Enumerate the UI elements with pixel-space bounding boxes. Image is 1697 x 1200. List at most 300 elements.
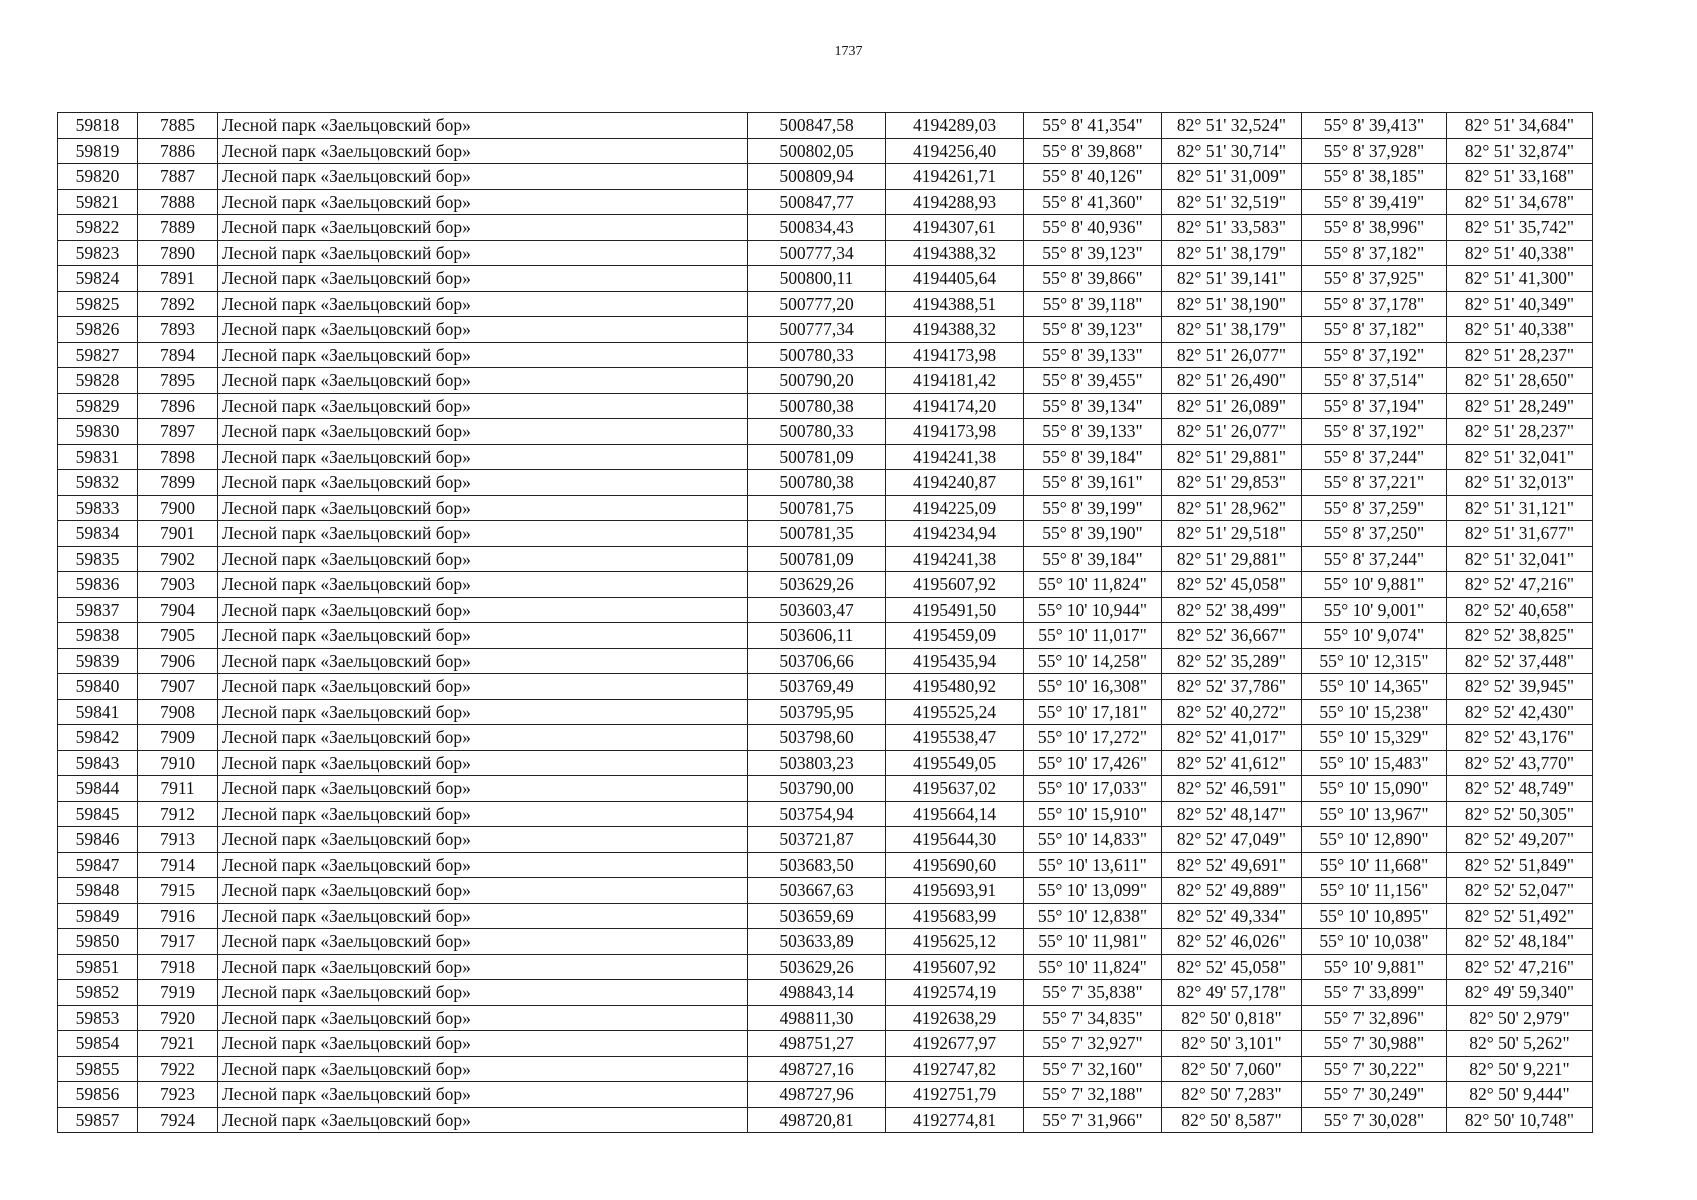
object-name-cell: Лесной парк «Заельцовский бор» xyxy=(218,1005,748,1031)
object-name-cell: Лесной парк «Заельцовский бор» xyxy=(218,215,748,241)
y-coordinate-cell: 4195607,92 xyxy=(886,572,1024,598)
latitude-cell: 55° 10' 15,910" xyxy=(1024,801,1162,827)
x-coordinate-cell: 500777,20 xyxy=(748,291,886,317)
x-coordinate-cell: 500809,94 xyxy=(748,164,886,190)
latitude-alt-cell: 55° 8' 37,259" xyxy=(1302,495,1447,521)
table-row xyxy=(58,215,1593,241)
record-number-cell: 59830 xyxy=(58,419,138,445)
record-number-cell: 59853 xyxy=(58,1005,138,1031)
longitude-cell: 82° 51' 26,077" xyxy=(1162,419,1302,445)
latitude-cell: 55° 10' 17,272" xyxy=(1024,725,1162,751)
y-coordinate-cell: 4194388,32 xyxy=(886,317,1024,343)
x-coordinate-cell: 503754,94 xyxy=(748,801,886,827)
longitude-alt-cell: 82° 52' 48,184" xyxy=(1447,929,1593,955)
latitude-cell: 55° 8' 39,190" xyxy=(1024,521,1162,547)
latitude-alt-cell: 55° 10' 12,890" xyxy=(1302,827,1447,853)
record-number-cell: 59834 xyxy=(58,521,138,547)
x-coordinate-cell: 498727,16 xyxy=(748,1056,886,1082)
longitude-cell: 82° 51' 26,490" xyxy=(1162,368,1302,394)
object-name-cell: Лесной парк «Заельцовский бор» xyxy=(218,444,748,470)
table-row xyxy=(58,291,1593,317)
record-number-cell: 59851 xyxy=(58,954,138,980)
x-coordinate-cell: 498727,96 xyxy=(748,1082,886,1108)
table-row xyxy=(58,750,1593,776)
latitude-cell: 55° 10' 16,308" xyxy=(1024,674,1162,700)
y-coordinate-cell: 4194225,09 xyxy=(886,495,1024,521)
object-name-cell: Лесной парк «Заельцовский бор» xyxy=(218,903,748,929)
table-row xyxy=(58,674,1593,700)
y-coordinate-cell: 4192638,29 xyxy=(886,1005,1024,1031)
table-row xyxy=(58,189,1593,215)
point-number-cell: 7892 xyxy=(138,291,218,317)
latitude-cell: 55° 7' 31,966" xyxy=(1024,1107,1162,1133)
point-number-cell: 7905 xyxy=(138,623,218,649)
longitude-alt-cell: 82° 52' 42,430" xyxy=(1447,699,1593,725)
longitude-alt-cell: 82° 52' 51,492" xyxy=(1447,903,1593,929)
table-row xyxy=(58,648,1593,674)
point-number-cell: 7901 xyxy=(138,521,218,547)
table-row xyxy=(58,801,1593,827)
longitude-cell: 82° 52' 47,049" xyxy=(1162,827,1302,853)
latitude-alt-cell: 55° 7' 30,222" xyxy=(1302,1056,1447,1082)
x-coordinate-cell: 500781,09 xyxy=(748,546,886,572)
longitude-cell: 82° 51' 29,881" xyxy=(1162,546,1302,572)
point-number-cell: 7885 xyxy=(138,113,218,139)
latitude-alt-cell: 55° 7' 33,899" xyxy=(1302,980,1447,1006)
longitude-cell: 82° 52' 49,691" xyxy=(1162,852,1302,878)
object-name-cell: Лесной парк «Заельцовский бор» xyxy=(218,623,748,649)
record-number-cell: 59836 xyxy=(58,572,138,598)
y-coordinate-cell: 4195480,92 xyxy=(886,674,1024,700)
longitude-cell: 82° 52' 46,026" xyxy=(1162,929,1302,955)
record-number-cell: 59824 xyxy=(58,266,138,292)
object-name-cell: Лесной парк «Заельцовский бор» xyxy=(218,546,748,572)
table-row xyxy=(58,903,1593,929)
latitude-alt-cell: 55° 7' 32,896" xyxy=(1302,1005,1447,1031)
longitude-cell: 82° 50' 7,060" xyxy=(1162,1056,1302,1082)
object-name-cell: Лесной парк «Заельцовский бор» xyxy=(218,1031,748,1057)
longitude-alt-cell: 82° 51' 34,678" xyxy=(1447,189,1593,215)
y-coordinate-cell: 4195644,30 xyxy=(886,827,1024,853)
y-coordinate-cell: 4195637,02 xyxy=(886,776,1024,802)
longitude-cell: 82° 52' 45,058" xyxy=(1162,954,1302,980)
longitude-alt-cell: 82° 50' 5,262" xyxy=(1447,1031,1593,1057)
x-coordinate-cell: 500780,38 xyxy=(748,393,886,419)
point-number-cell: 7912 xyxy=(138,801,218,827)
y-coordinate-cell: 4194173,98 xyxy=(886,342,1024,368)
x-coordinate-cell: 500780,33 xyxy=(748,419,886,445)
longitude-alt-cell: 82° 50' 2,979" xyxy=(1447,1005,1593,1031)
latitude-cell: 55° 7' 34,835" xyxy=(1024,1005,1162,1031)
x-coordinate-cell: 500777,34 xyxy=(748,317,886,343)
x-coordinate-cell: 503667,63 xyxy=(748,878,886,904)
latitude-alt-cell: 55° 8' 37,925" xyxy=(1302,266,1447,292)
x-coordinate-cell: 503790,00 xyxy=(748,776,886,802)
longitude-cell: 82° 51' 39,141" xyxy=(1162,266,1302,292)
object-name-cell: Лесной парк «Заельцовский бор» xyxy=(218,342,748,368)
x-coordinate-cell: 498720,81 xyxy=(748,1107,886,1133)
x-coordinate-cell: 500777,34 xyxy=(748,240,886,266)
point-number-cell: 7897 xyxy=(138,419,218,445)
longitude-cell: 82° 51' 29,881" xyxy=(1162,444,1302,470)
latitude-alt-cell: 55° 8' 37,194" xyxy=(1302,393,1447,419)
table-row xyxy=(58,495,1593,521)
longitude-cell: 82° 52' 46,591" xyxy=(1162,776,1302,802)
longitude-alt-cell: 82° 52' 40,658" xyxy=(1447,597,1593,623)
x-coordinate-cell: 503798,60 xyxy=(748,725,886,751)
longitude-cell: 82° 52' 40,272" xyxy=(1162,699,1302,725)
longitude-cell: 82° 50' 8,587" xyxy=(1162,1107,1302,1133)
record-number-cell: 59850 xyxy=(58,929,138,955)
latitude-cell: 55° 10' 10,944" xyxy=(1024,597,1162,623)
object-name-cell: Лесной парк «Заельцовский бор» xyxy=(218,521,748,547)
object-name-cell: Лесной парк «Заельцовский бор» xyxy=(218,368,748,394)
longitude-alt-cell: 82° 50' 9,221" xyxy=(1447,1056,1593,1082)
table-row xyxy=(58,699,1593,725)
x-coordinate-cell: 503603,47 xyxy=(748,597,886,623)
latitude-cell: 55° 8' 39,134" xyxy=(1024,393,1162,419)
record-number-cell: 59818 xyxy=(58,113,138,139)
record-number-cell: 59838 xyxy=(58,623,138,649)
longitude-alt-cell: 82° 51' 33,168" xyxy=(1447,164,1593,190)
longitude-alt-cell: 82° 50' 10,748" xyxy=(1447,1107,1593,1133)
object-name-cell: Лесной парк «Заельцовский бор» xyxy=(218,1082,748,1108)
y-coordinate-cell: 4195625,12 xyxy=(886,929,1024,955)
table-row xyxy=(58,138,1593,164)
record-number-cell: 59831 xyxy=(58,444,138,470)
latitude-cell: 55° 8' 39,133" xyxy=(1024,342,1162,368)
latitude-cell: 55° 8' 39,199" xyxy=(1024,495,1162,521)
x-coordinate-cell: 503706,66 xyxy=(748,648,886,674)
y-coordinate-cell: 4194388,51 xyxy=(886,291,1024,317)
latitude-alt-cell: 55° 8' 37,514" xyxy=(1302,368,1447,394)
latitude-cell: 55° 8' 39,133" xyxy=(1024,419,1162,445)
table-row xyxy=(58,368,1593,394)
latitude-alt-cell: 55° 10' 9,881" xyxy=(1302,572,1447,598)
table-row xyxy=(58,240,1593,266)
object-name-cell: Лесной парк «Заельцовский бор» xyxy=(218,495,748,521)
x-coordinate-cell: 503629,26 xyxy=(748,954,886,980)
table-row xyxy=(58,164,1593,190)
point-number-cell: 7918 xyxy=(138,954,218,980)
latitude-cell: 55° 8' 39,123" xyxy=(1024,317,1162,343)
y-coordinate-cell: 4194256,40 xyxy=(886,138,1024,164)
point-number-cell: 7894 xyxy=(138,342,218,368)
longitude-alt-cell: 82° 52' 48,749" xyxy=(1447,776,1593,802)
longitude-alt-cell: 82° 52' 38,825" xyxy=(1447,623,1593,649)
latitude-alt-cell: 55° 7' 30,028" xyxy=(1302,1107,1447,1133)
latitude-cell: 55° 10' 11,017" xyxy=(1024,623,1162,649)
table-row xyxy=(58,954,1593,980)
latitude-cell: 55° 10' 17,033" xyxy=(1024,776,1162,802)
table-row xyxy=(58,878,1593,904)
x-coordinate-cell: 500781,09 xyxy=(748,444,886,470)
record-number-cell: 59847 xyxy=(58,852,138,878)
x-coordinate-cell: 503633,89 xyxy=(748,929,886,955)
object-name-cell: Лесной парк «Заельцовский бор» xyxy=(218,419,748,445)
latitude-alt-cell: 55° 8' 37,182" xyxy=(1302,317,1447,343)
latitude-alt-cell: 55° 10' 15,483" xyxy=(1302,750,1447,776)
latitude-cell: 55° 10' 17,426" xyxy=(1024,750,1162,776)
y-coordinate-cell: 4195683,99 xyxy=(886,903,1024,929)
object-name-cell: Лесной парк «Заельцовский бор» xyxy=(218,674,748,700)
point-number-cell: 7900 xyxy=(138,495,218,521)
longitude-cell: 82° 51' 28,962" xyxy=(1162,495,1302,521)
point-number-cell: 7910 xyxy=(138,750,218,776)
longitude-alt-cell: 82° 51' 40,338" xyxy=(1447,317,1593,343)
record-number-cell: 59848 xyxy=(58,878,138,904)
x-coordinate-cell: 500800,11 xyxy=(748,266,886,292)
object-name-cell: Лесной парк «Заельцовский бор» xyxy=(218,648,748,674)
record-number-cell: 59846 xyxy=(58,827,138,853)
object-name-cell: Лесной парк «Заельцовский бор» xyxy=(218,470,748,496)
object-name-cell: Лесной парк «Заельцовский бор» xyxy=(218,138,748,164)
latitude-cell: 55° 8' 39,184" xyxy=(1024,546,1162,572)
longitude-cell: 82° 50' 3,101" xyxy=(1162,1031,1302,1057)
y-coordinate-cell: 4195693,91 xyxy=(886,878,1024,904)
object-name-cell: Лесной парк «Заельцовский бор» xyxy=(218,980,748,1006)
longitude-alt-cell: 82° 51' 32,041" xyxy=(1447,546,1593,572)
latitude-alt-cell: 55° 8' 39,413" xyxy=(1302,113,1447,139)
point-number-cell: 7903 xyxy=(138,572,218,598)
latitude-cell: 55° 7' 32,160" xyxy=(1024,1056,1162,1082)
y-coordinate-cell: 4195525,24 xyxy=(886,699,1024,725)
table-row xyxy=(58,980,1593,1006)
x-coordinate-cell: 500780,38 xyxy=(748,470,886,496)
record-number-cell: 59821 xyxy=(58,189,138,215)
point-number-cell: 7914 xyxy=(138,852,218,878)
table-row xyxy=(58,1107,1593,1133)
record-number-cell: 59841 xyxy=(58,699,138,725)
point-number-cell: 7907 xyxy=(138,674,218,700)
table-row xyxy=(58,317,1593,343)
latitude-cell: 55° 8' 39,455" xyxy=(1024,368,1162,394)
point-number-cell: 7909 xyxy=(138,725,218,751)
x-coordinate-cell: 503769,49 xyxy=(748,674,886,700)
y-coordinate-cell: 4194241,38 xyxy=(886,546,1024,572)
point-number-cell: 7923 xyxy=(138,1082,218,1108)
latitude-alt-cell: 55° 7' 30,988" xyxy=(1302,1031,1447,1057)
object-name-cell: Лесной парк «Заельцовский бор» xyxy=(218,240,748,266)
record-number-cell: 59828 xyxy=(58,368,138,394)
table-row xyxy=(58,419,1593,445)
longitude-alt-cell: 82° 52' 47,216" xyxy=(1447,572,1593,598)
longitude-alt-cell: 82° 52' 50,305" xyxy=(1447,801,1593,827)
table-row xyxy=(58,444,1593,470)
latitude-alt-cell: 55° 10' 9,881" xyxy=(1302,954,1447,980)
longitude-cell: 82° 51' 38,179" xyxy=(1162,240,1302,266)
longitude-alt-cell: 82° 52' 52,047" xyxy=(1447,878,1593,904)
x-coordinate-cell: 498751,27 xyxy=(748,1031,886,1057)
latitude-cell: 55° 8' 41,360" xyxy=(1024,189,1162,215)
y-coordinate-cell: 4194405,64 xyxy=(886,266,1024,292)
object-name-cell: Лесной парк «Заельцовский бор» xyxy=(218,572,748,598)
longitude-cell: 82° 52' 36,667" xyxy=(1162,623,1302,649)
y-coordinate-cell: 4194234,94 xyxy=(886,521,1024,547)
longitude-cell: 82° 51' 29,853" xyxy=(1162,470,1302,496)
table-row xyxy=(58,929,1593,955)
latitude-alt-cell: 55° 8' 37,244" xyxy=(1302,444,1447,470)
point-number-cell: 7891 xyxy=(138,266,218,292)
point-number-cell: 7888 xyxy=(138,189,218,215)
latitude-alt-cell: 55° 10' 15,238" xyxy=(1302,699,1447,725)
point-number-cell: 7896 xyxy=(138,393,218,419)
object-name-cell: Лесной парк «Заельцовский бор» xyxy=(218,317,748,343)
record-number-cell: 59820 xyxy=(58,164,138,190)
longitude-alt-cell: 82° 51' 40,349" xyxy=(1447,291,1593,317)
point-number-cell: 7893 xyxy=(138,317,218,343)
latitude-cell: 55° 10' 12,838" xyxy=(1024,903,1162,929)
latitude-cell: 55° 10' 11,824" xyxy=(1024,954,1162,980)
latitude-alt-cell: 55° 8' 37,192" xyxy=(1302,419,1447,445)
point-number-cell: 7919 xyxy=(138,980,218,1006)
record-number-cell: 59852 xyxy=(58,980,138,1006)
record-number-cell: 59856 xyxy=(58,1082,138,1108)
point-number-cell: 7890 xyxy=(138,240,218,266)
table-row xyxy=(58,1056,1593,1082)
object-name-cell: Лесной парк «Заельцовский бор» xyxy=(218,852,748,878)
x-coordinate-cell: 498811,30 xyxy=(748,1005,886,1031)
longitude-alt-cell: 82° 51' 28,237" xyxy=(1447,419,1593,445)
table-row xyxy=(58,266,1593,292)
point-number-cell: 7921 xyxy=(138,1031,218,1057)
y-coordinate-cell: 4194173,98 xyxy=(886,419,1024,445)
longitude-cell: 82° 51' 30,714" xyxy=(1162,138,1302,164)
point-number-cell: 7913 xyxy=(138,827,218,853)
latitude-alt-cell: 55° 8' 38,185" xyxy=(1302,164,1447,190)
object-name-cell: Лесной парк «Заельцовский бор» xyxy=(218,266,748,292)
longitude-cell: 82° 52' 49,889" xyxy=(1162,878,1302,904)
y-coordinate-cell: 4195538,47 xyxy=(886,725,1024,751)
y-coordinate-cell: 4195607,92 xyxy=(886,954,1024,980)
x-coordinate-cell: 500802,05 xyxy=(748,138,886,164)
longitude-alt-cell: 82° 52' 43,770" xyxy=(1447,750,1593,776)
object-name-cell: Лесной парк «Заельцовский бор» xyxy=(218,827,748,853)
y-coordinate-cell: 4194388,32 xyxy=(886,240,1024,266)
latitude-cell: 55° 8' 40,126" xyxy=(1024,164,1162,190)
longitude-cell: 82° 51' 38,179" xyxy=(1162,317,1302,343)
longitude-alt-cell: 82° 51' 28,249" xyxy=(1447,393,1593,419)
latitude-alt-cell: 55° 10' 13,967" xyxy=(1302,801,1447,827)
latitude-cell: 55° 8' 41,354" xyxy=(1024,113,1162,139)
table-row xyxy=(58,597,1593,623)
point-number-cell: 7911 xyxy=(138,776,218,802)
point-number-cell: 7915 xyxy=(138,878,218,904)
latitude-alt-cell: 55° 10' 11,156" xyxy=(1302,878,1447,904)
record-number-cell: 59826 xyxy=(58,317,138,343)
table-row xyxy=(58,342,1593,368)
table-row xyxy=(58,827,1593,853)
longitude-alt-cell: 82° 52' 49,207" xyxy=(1447,827,1593,853)
y-coordinate-cell: 4192751,79 xyxy=(886,1082,1024,1108)
latitude-cell: 55° 10' 11,824" xyxy=(1024,572,1162,598)
longitude-cell: 82° 52' 41,017" xyxy=(1162,725,1302,751)
latitude-alt-cell: 55° 10' 14,365" xyxy=(1302,674,1447,700)
coordinates-table xyxy=(57,112,1593,1133)
longitude-cell: 82° 52' 45,058" xyxy=(1162,572,1302,598)
latitude-cell: 55° 8' 39,123" xyxy=(1024,240,1162,266)
longitude-alt-cell: 82° 51' 40,338" xyxy=(1447,240,1593,266)
point-number-cell: 7902 xyxy=(138,546,218,572)
longitude-alt-cell: 82° 52' 47,216" xyxy=(1447,954,1593,980)
object-name-cell: Лесной парк «Заельцовский бор» xyxy=(218,291,748,317)
latitude-alt-cell: 55° 8' 37,182" xyxy=(1302,240,1447,266)
point-number-cell: 7889 xyxy=(138,215,218,241)
latitude-cell: 55° 10' 14,258" xyxy=(1024,648,1162,674)
latitude-alt-cell: 55° 10' 11,668" xyxy=(1302,852,1447,878)
object-name-cell: Лесной парк «Заельцовский бор» xyxy=(218,776,748,802)
longitude-alt-cell: 82° 51' 32,041" xyxy=(1447,444,1593,470)
longitude-alt-cell: 82° 51' 34,684" xyxy=(1447,113,1593,139)
y-coordinate-cell: 4192574,19 xyxy=(886,980,1024,1006)
point-number-cell: 7908 xyxy=(138,699,218,725)
y-coordinate-cell: 4195549,05 xyxy=(886,750,1024,776)
record-number-cell: 59833 xyxy=(58,495,138,521)
x-coordinate-cell: 500790,20 xyxy=(748,368,886,394)
record-number-cell: 59819 xyxy=(58,138,138,164)
table-row xyxy=(58,470,1593,496)
table-row xyxy=(58,1082,1593,1108)
object-name-cell: Лесной парк «Заельцовский бор» xyxy=(218,801,748,827)
longitude-cell: 82° 52' 38,499" xyxy=(1162,597,1302,623)
y-coordinate-cell: 4192747,82 xyxy=(886,1056,1024,1082)
point-number-cell: 7887 xyxy=(138,164,218,190)
latitude-alt-cell: 55° 10' 15,329" xyxy=(1302,725,1447,751)
record-number-cell: 59827 xyxy=(58,342,138,368)
latitude-alt-cell: 55° 8' 37,192" xyxy=(1302,342,1447,368)
y-coordinate-cell: 4195491,50 xyxy=(886,597,1024,623)
longitude-alt-cell: 82° 51' 31,677" xyxy=(1447,521,1593,547)
longitude-alt-cell: 82° 52' 51,849" xyxy=(1447,852,1593,878)
x-coordinate-cell: 503803,23 xyxy=(748,750,886,776)
table-row xyxy=(58,1005,1593,1031)
longitude-alt-cell: 82° 51' 35,742" xyxy=(1447,215,1593,241)
table-row xyxy=(58,776,1593,802)
table-row xyxy=(58,393,1593,419)
table-row xyxy=(58,623,1593,649)
record-number-cell: 59825 xyxy=(58,291,138,317)
point-number-cell: 7895 xyxy=(138,368,218,394)
object-name-cell: Лесной парк «Заельцовский бор» xyxy=(218,393,748,419)
longitude-alt-cell: 82° 51' 32,013" xyxy=(1447,470,1593,496)
latitude-alt-cell: 55° 10' 15,090" xyxy=(1302,776,1447,802)
longitude-cell: 82° 50' 0,818" xyxy=(1162,1005,1302,1031)
y-coordinate-cell: 4194307,61 xyxy=(886,215,1024,241)
x-coordinate-cell: 500834,43 xyxy=(748,215,886,241)
y-coordinate-cell: 4195459,09 xyxy=(886,623,1024,649)
record-number-cell: 59857 xyxy=(58,1107,138,1133)
y-coordinate-cell: 4194288,93 xyxy=(886,189,1024,215)
latitude-cell: 55° 7' 35,838" xyxy=(1024,980,1162,1006)
longitude-alt-cell: 82° 52' 43,176" xyxy=(1447,725,1593,751)
object-name-cell: Лесной парк «Заельцовский бор» xyxy=(218,1107,748,1133)
longitude-cell: 82° 51' 29,518" xyxy=(1162,521,1302,547)
object-name-cell: Лесной парк «Заельцовский бор» xyxy=(218,113,748,139)
point-number-cell: 7920 xyxy=(138,1005,218,1031)
y-coordinate-cell: 4194174,20 xyxy=(886,393,1024,419)
latitude-alt-cell: 55° 8' 38,996" xyxy=(1302,215,1447,241)
longitude-cell: 82° 52' 49,334" xyxy=(1162,903,1302,929)
y-coordinate-cell: 4195664,14 xyxy=(886,801,1024,827)
latitude-alt-cell: 55° 10' 10,038" xyxy=(1302,929,1447,955)
record-number-cell: 59844 xyxy=(58,776,138,802)
record-number-cell: 59837 xyxy=(58,597,138,623)
latitude-cell: 55° 10' 13,611" xyxy=(1024,852,1162,878)
latitude-alt-cell: 55° 10' 9,001" xyxy=(1302,597,1447,623)
longitude-cell: 82° 51' 38,190" xyxy=(1162,291,1302,317)
latitude-cell: 55° 10' 13,099" xyxy=(1024,878,1162,904)
object-name-cell: Лесной парк «Заельцовский бор» xyxy=(218,954,748,980)
